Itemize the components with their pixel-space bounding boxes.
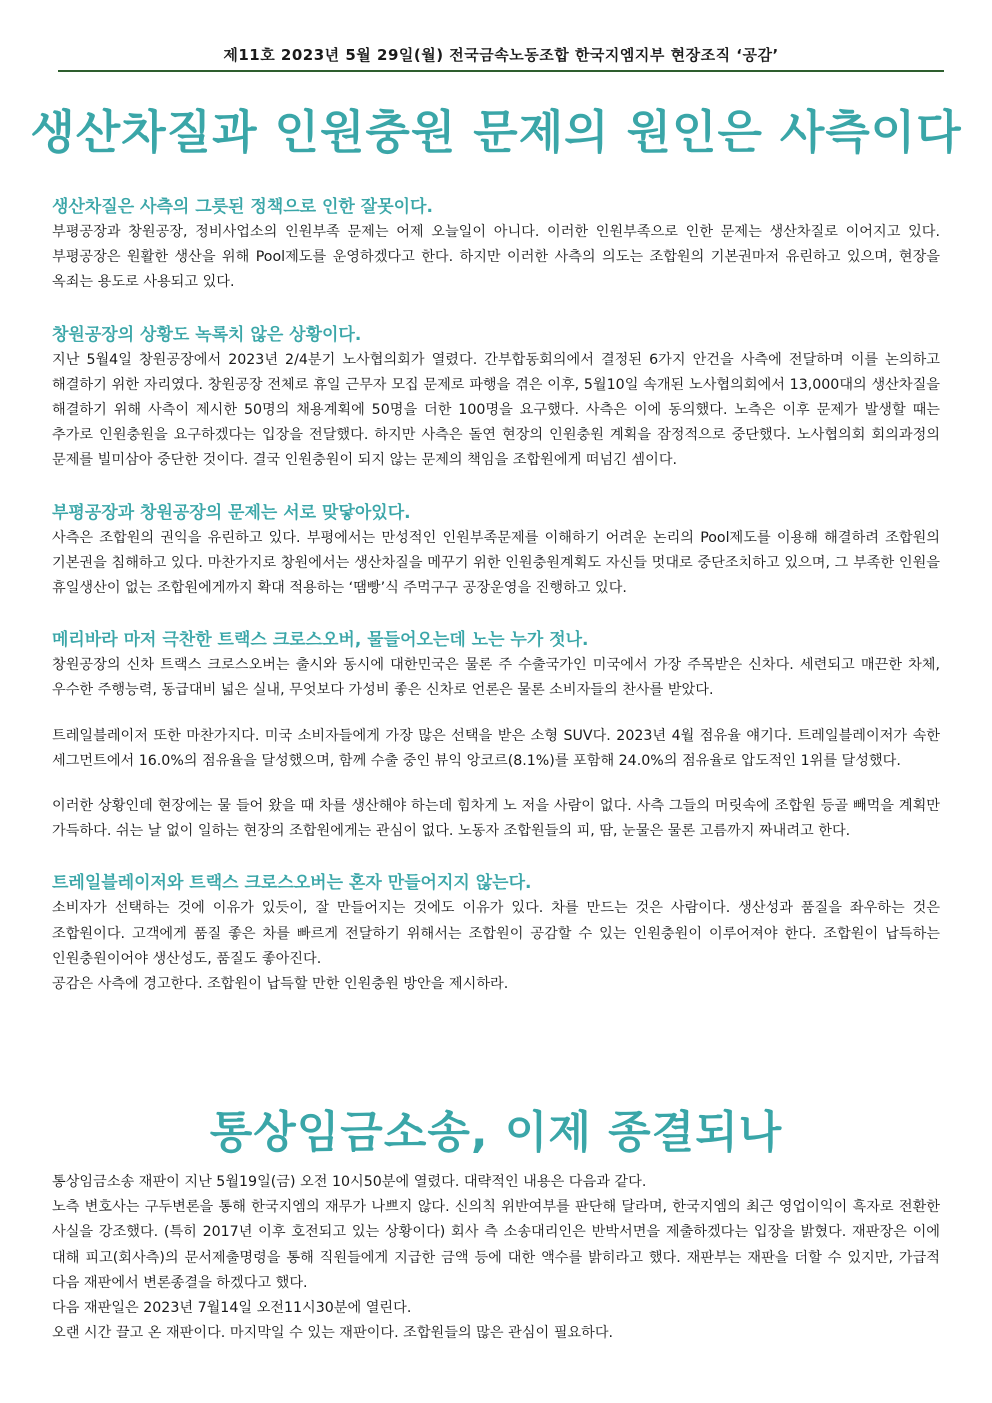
section-1	[52, 192, 940, 296]
masthead: 제11호 2023년 5월 29일(월) 전국금속노동조합 한국지엠지부 현장조직 ‘공감’	[223, 46, 779, 64]
section-paragraph: 이러한 상황인데 현장에는 물 들어 왔을 때 차를 생산해야 하는데 힘차게 노 저을 사람이 없다. 사측 그들의 머릿속에 조합원 등골 빼먹을 계획만 가득하다. 쉬는 날 없이 일하는 현장의 조합원에게는 관심이 없다. 노동자 조합원들의 피, 땀, 눈물은 물론 고름까지 짜내려고 한다.	[52, 798, 940, 840]
section-paragraph: 사측은 조합원의 권익을 유린하고 있다. 부평에서는 만성적인 인원부족문제를 이해하기 어려운 논리의 Pool제도를 이용해 해결하려 조합원의 기본권을 침해하고 있다. 마찬가지로 창원에서는 생산차질을 메꾸기 위한 인원충원계획도 자신들 멋대로 중단조치하고 있으며, 그 부족한 인원을 휴일생산이 없는 조합원에게까지 확대 적용하는 ‘땜빵’식 주먹구구 공장운영을 진행하고 있다.	[52, 529, 940, 597]
lawsuit-article	[52, 1170, 940, 1346]
section-paragraph: 지난 5월4일 창원공장에서 2023년 2/4분기 노사협의회가 열렸다. 간부합동회의에서 결정된 6가지 안건을 사측에 전달하며 이를 논의하고 해결하기 위한 자리였다. 창원공장 전체로 휴일 근무자 모집 문제로 파행을 겪은 이후, 5월10일 속개된 노사협의회에서 13,000대의 생산차질을 해결하기 위해 사측이 제시한 50명의 채용계획에 50명을 더한 100명을 요구했다. 사측은 이에 동의했다. 노측은 이후 문제가 발생할 때는 추가로 인원충원을 요구하겠다는 입장을 전달했다. 하지만 사측은 돌연 현장의 인원충원 계획을 잠정적으로 중단했다. 노사협의회 회의과정의 문제를 빌미삼아 중단한 것이다. 결국 인원충원이 되지 않는 문제의 책임을 조합원에게 떠넘긴 셈이다.	[52, 351, 940, 469]
masthead-divider	[58, 70, 944, 72]
section-paragraph: 공감은 사측에 경고한다. 조합원이 납득할 만한 인원충원 방안을 제시하라.	[52, 976, 509, 993]
section-heading: 생산차질은 사측의 그릇된 정책으로 인한 잘못이다.	[52, 197, 433, 217]
second-headline: 통상임금소송, 이제 종결되나	[209, 1107, 783, 1158]
section-heading: 창원공장의 상황도 녹록치 않은 상황이다.	[52, 324, 362, 345]
section-2	[52, 320, 940, 474]
lawsuit-paragraph: 오랜 시간 끌고 온 재판이다. 마지막일 수 있는 재판이다. 조합원들의 많은 관심이 필요하다.	[52, 1325, 614, 1342]
main-headline: 생산차질과 인원충원 문제의 원인은 사측이다	[30, 105, 962, 159]
section-paragraph: 소비자가 선택하는 것에 이유가 있듯이, 잘 만들어지는 것에도 이유가 있다. 차를 만드는 것은 사람이다. 생산성과 품질을 좌우하는 것은 조합원이다. 고객에게 품질 좋은 차를 빠르게 전달하기 위해서는 조합원이 공감할 수 있는 인원충원이 이루어져야 한다. 조합원이 납득하는 인원충원이어야 생산성도, 품질도 좋아진다.	[52, 900, 940, 967]
article-body	[52, 192, 940, 997]
section-paragraph: 트레일블레이저 또한 마찬가지다. 미국 소비자들에게 가장 많은 선택을 받은 소형 SUV다. 2023년 4월 점유율 얘기다. 트레일블레이저가 속한 세그먼트에서 16.0%의 점유율을 달성했으며, 함께 수출 중인 뷰익 앙코르(8.1%)를 포함해 24.0%의 점유율로 압도적인 1위를 달성했다.	[52, 727, 940, 769]
section-heading: 메리바라 마저 극찬한 트랙스 크로스오버, 물들어오는데 노는 누가 젓나.	[52, 630, 589, 651]
section-heading: 트레일블레이저와 트랙스 크로스오버는 혼자 만들어지지 않는다.	[52, 873, 532, 894]
section-4	[52, 625, 940, 844]
section-heading: 부평공장과 창원공장의 문제는 서로 맞닿아있다.	[52, 502, 411, 523]
section-paragraph: 창원공장의 신차 트랙스 크로스오버는 출시와 동시에 대한민국은 물론 주 수출국가인 미국에서 가장 주목받은 신차다. 세련되고 매끈한 차체, 우수한 주행능력, 동급대비 넓은 실내, 무엇보다 가성비 좋은 신차로 언론은 물론 소비자들의 찬사를 받았다.	[52, 657, 940, 699]
lawsuit-paragraph: 다음 재판일은 2023년 7월14일 오전11시30분에 열린다.	[52, 1300, 412, 1317]
section-3	[52, 498, 940, 602]
lawsuit-paragraph: 노측 변호사는 구두변론을 통해 한국지엠의 재무가 나쁘지 않다. 신의칙 위반여부를 판단해 달라며, 한국지엠의 최근 영업이익이 흑자로 전환한 사실을 강조했다. (특히 2017년 이후 호전되고 있는 상황이다) 회사 측 소송대리인은 반박서면을 제출하겠다는 입장을 밝혔다. 재판장은 이에 대해 피고(회사측)의 문서제출명령을 통해 직원들에게 지급한 금액 등에 대한 액수를 밝히라고 했다. 재판부는 재판을 더할 수 있지만, 가급적 다음 재판에서 변론종결을 하겠다고 했다.	[52, 1199, 940, 1291]
section-5	[52, 868, 940, 997]
lawsuit-paragraph: 통상임금소송 재판이 지난 5월19일(금) 오전 10시50분에 열렸다. 대략적인 내용은 다음과 같다.	[52, 1174, 647, 1190]
section-paragraph: 부평공장과 창원공장, 정비사업소의 인원부족 문제는 어제 오늘일이 아니다. 이러한 인원부족으로 인한 문제는 생산차질로 이어지고 있다. 부평공장은 원활한 생산을 위해 Pool제도를 운영하겠다고 한다. 하지만 이러한 사측의 의도는 조합원의 기본권마저 유린하고 있으며, 현장을 옥죄는 용도로 사용되고 있다.	[52, 224, 940, 291]
